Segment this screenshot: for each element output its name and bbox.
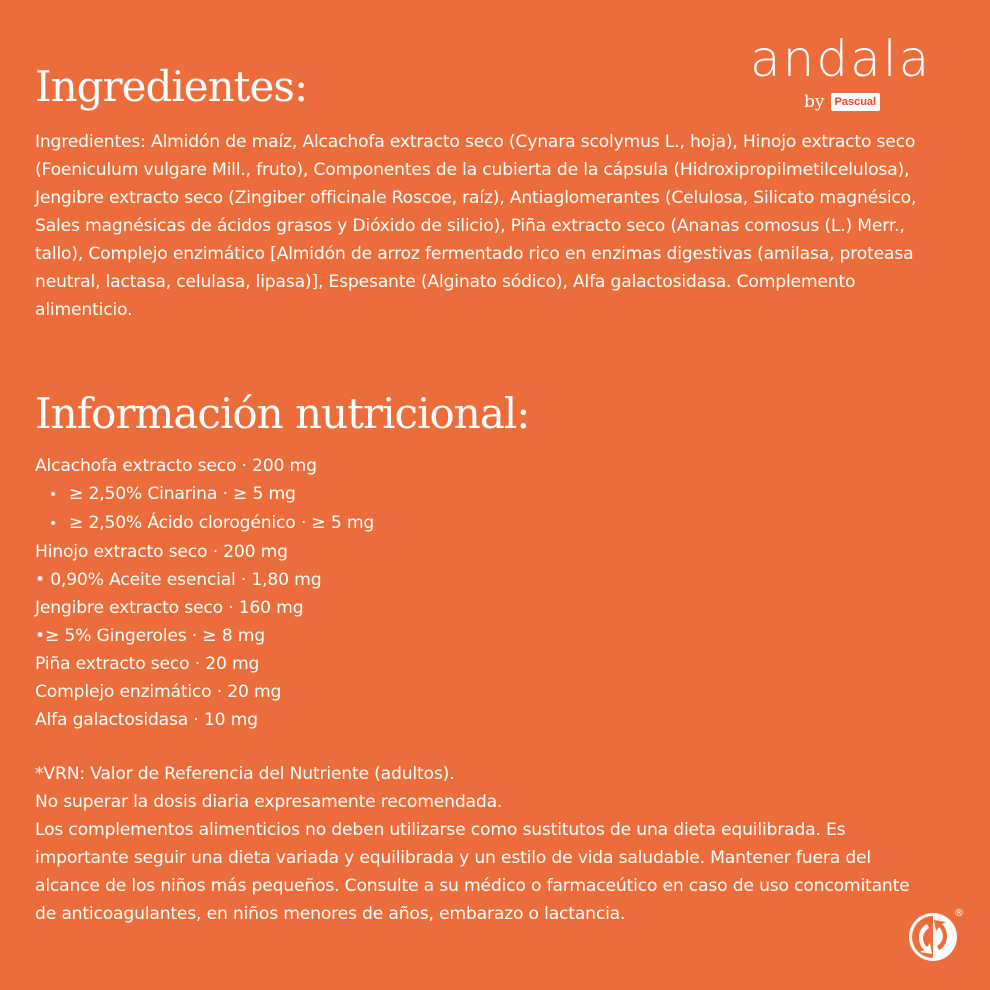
- nutrition-item: • 0,90% Aceite esencial · 1,80 mg: [35, 570, 322, 590]
- ingredients-title: Ingredientes:: [35, 62, 308, 111]
- vrn-note: *VRN: Valor de Referencia del Nutriente (adultos).: [35, 764, 455, 784]
- nutrition-item: Piña extracto seco · 20 mg: [35, 654, 260, 674]
- brand-logo: [750, 30, 950, 112]
- nutrition-item: Hinojo extracto seco · 200 mg: [35, 542, 288, 562]
- registered-mark: ®: [954, 908, 964, 919]
- nutrition-item: Complejo enzimático · 20 mg: [35, 682, 282, 702]
- nutrition-item: Jengibre extracto seco · 160 mg: [35, 598, 304, 618]
- legal-notes: [35, 760, 935, 928]
- nutrition-title: Información nutricional:: [35, 389, 530, 438]
- nutrition-item: Alfa galactosidasa · 10 mg: [35, 710, 258, 730]
- nutrition-subitem: [35, 480, 635, 509]
- nutrition-subitem-text: ≥ 2,50% Ácido clorogénico · ≥ 5 mg: [69, 513, 375, 533]
- brand-by-text: by: [804, 92, 825, 112]
- pascual-badge: Pascual: [831, 93, 881, 111]
- bullet-icon: •: [49, 516, 58, 532]
- brand-name: andala: [750, 30, 932, 88]
- nutrition-item: Alcachofa extracto seco · 200 mg: [35, 456, 317, 476]
- nutrition-subitem: [35, 509, 635, 538]
- bullet-icon: •: [49, 487, 58, 503]
- green-dot-recycle-icon: [906, 910, 960, 964]
- brand-byline: [804, 92, 880, 112]
- dose-note: No superar la dosis diaria expresamente recomendada.: [35, 792, 503, 812]
- nutrition-list: [35, 452, 635, 734]
- ingredients-text: Ingredientes: Almidón de maíz, Alcachofa extracto seco (Cynara scolymus L., hoja), Hinojo extracto seco (Foeniculum vulgare Mill., fruto), Componentes de la cubierta de la cápsula (Hidroxipropilmetilcelulosa), Jengibre extracto seco (Zingiber officinale Roscoe, raíz), Antiaglomerantes (Celulosa, Silicato magnésico, Sales magnésicas de ácidos grasos y Dióxido de silicio), Piña extracto seco (Ananas comosus (L.) Merr., tallo), Complejo enzimático [Almidón de arroz fermentado rico en enzimas digestivas (amilasa, proteasa neutral, lactasa, celulasa, lipasa)], Espesante (Alginato sódico), Alfa galactosidasa. Complemento alimenticio.: [35, 132, 917, 320]
- nutrition-subitem-text: ≥ 2,50% Cinarina · ≥ 5 mg: [69, 484, 296, 504]
- warning-note: Los complementos alimenticios no deben utilizarse como sustitutos de una dieta equilibrada. Es importante seguir una dieta variada y equilibrada y un estilo de vida saludable. Mantener fuera del alcance de los niños más pequeños. Consulte a su médico o farmaceútico en caso de uso concomitante de anticoagulantes, en niños menores de años, embarazo o lactancia.: [35, 820, 910, 924]
- nutrition-item: •≥ 5% Gingeroles · ≥ 8 mg: [35, 626, 266, 646]
